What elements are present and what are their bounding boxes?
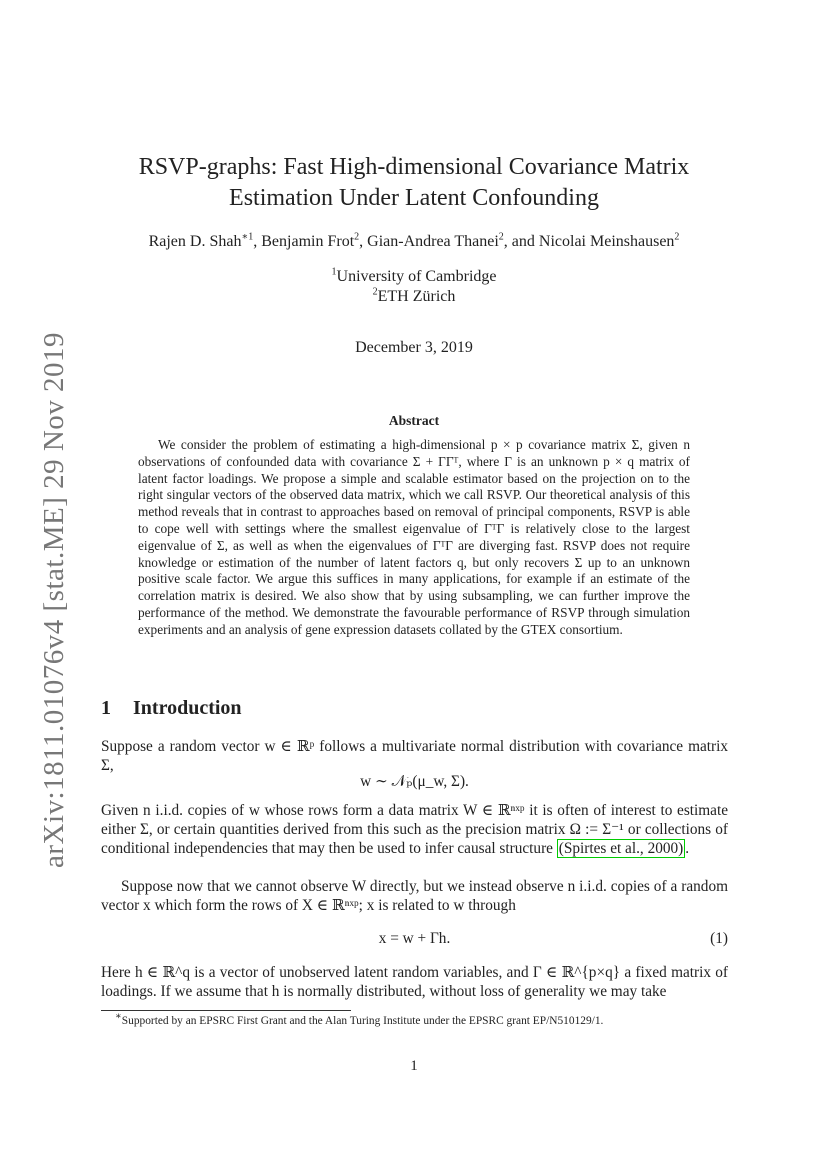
author-name: and Nicolai Meinshausen [511,233,675,250]
paragraph-1: Suppose a random vector w ∈ ℝᵖ follows a multivariate normal distribution with covariance matrix Σ, [101,738,728,774]
paragraph-2-text: Given n i.i.d. copies of w whose rows form a data matrix W ∈ ℝⁿˣᵖ it is often of interest to estimate either Σ, or certain quantities derived from this such as the precision matrix Ω := Σ⁻¹ or collections of conditional independencies that may then be used to infer causal structure [101,802,728,857]
footnote [101,1011,741,1027]
title-line-1: RSVP-graphs: Fast High-dimensional Covariance Matrix [138,154,690,180]
paper-title [100,152,728,214]
footnote-text: Supported by an EPSRC First Grant and the Alan Turing Institute under the EPSRC grant EP/N510129/1. [121,1015,604,1027]
title-line-2: Estimation Under Latent Confounding [229,185,599,211]
footnote-rule [101,1010,351,1011]
citation-link[interactable]: (Spirtes et al., 2000) [558,840,684,857]
author-name: Gian-Andrea Thanei [367,233,499,250]
section-heading [101,697,242,720]
author-mark: 2 [498,231,504,243]
paragraph-2-end: . [685,840,690,857]
affiliation-name: ETH Zürich [377,288,456,305]
footnote-mark: ∗ [115,1011,122,1023]
paragraph-3: Suppose now that we cannot observe W directly, but we instead observe n i.i.d. copies of a random vector x which form the rows of X ∈ ℝⁿˣᵖ; x is related to w through [101,878,728,914]
affiliation-1 [100,268,728,286]
paper-date: December 3, 2019 [355,339,473,356]
affiliation-name: University of Cambridge [336,268,497,285]
author-mark: ∗1 [241,231,254,243]
paragraph-4: Here h ∈ ℝ^q is a vector of unobserved latent random variables, and Γ ∈ ℝ^{p×q} a fixed matrix of loadings. If we assume that h is normally distributed, without loss of generality we may take [101,964,728,1000]
equation-1-body: x = w + Γh. [378,930,451,947]
author-mark: 2 [354,231,360,243]
author-name: Benjamin Frot [261,233,355,250]
abstract-text: We consider the problem of estimating a high-dimensional p × p covariance matrix Σ, given n observations of confounded data with covariance Σ + ΓΓᵀ, where Γ is an unknown p × q matrix of latent factor loadings. We propose a simple and scalable estimator based on the projection on to the right singular vectors of the observed data matrix, which we call RSVP. Our theoretical analysis of this method reveals that in contrast to approaches based on removal of principal components, RSVP is able to cope well with settings where the smallest eigenvalue of ΓᵀΓ is relatively close to the largest eigenvalue of Σ, as well as when the eigenvalues of ΓᵀΓ are diverging fast. RSVP does not require knowledge or estimation of the number of latent factors q, but only recovers Σ up to an unknown positive scale factor. We argue this suffices in many applications, for example if an estimate of the correlation matrix is desired. We also show that by using subsampling, we can further improve the performance of the method. We demonstrate the favourable performance of RSVP through simulation experiments and an analysis of gene expression datasets collated by the GTEX consortium. [138,437,690,637]
arxiv-stamp: arXiv:1811.01076v4 [stat.ME] 29 Nov 2019 [38,331,70,868]
paragraph-2 [101,801,728,858]
author-mark: 2 [674,231,680,243]
author-list: Rajen D. Shah$^{∗1}$, Benjamin Frot$^2$, Gian-Andrea Thanei$^2$, and Nicolai Meinshausen$^2$ [148,231,680,250]
equation-number: (1) [710,930,728,947]
equation-1 [101,930,728,948]
section-number: 1 [101,697,111,719]
equation-w: w ∼ 𝒩ₚ(μ_w, Σ). [360,773,469,790]
affiliation-2 [100,288,728,306]
author-name: Rajen D. Shah [148,233,242,250]
section-title: Introduction [133,697,242,719]
page-number: 1 [410,1058,418,1074]
affiliation-mark: 1 [331,266,337,278]
abstract-heading: Abstract [388,413,440,428]
affiliation-mark: 2 [372,286,378,298]
